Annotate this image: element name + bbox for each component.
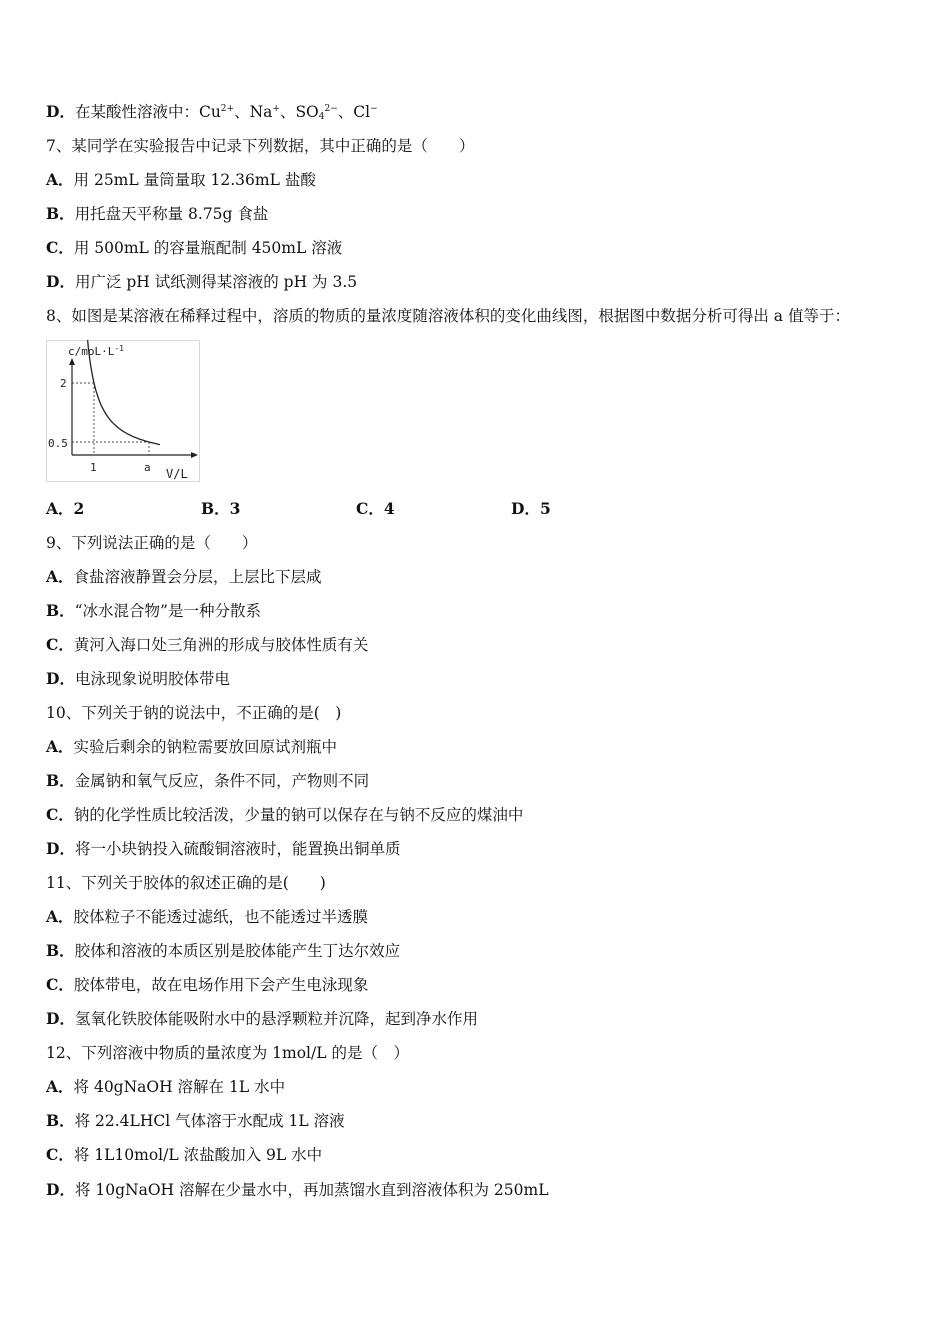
option-text: 5	[539, 499, 551, 518]
option-label: A．	[46, 737, 74, 756]
concentration-volume-graph	[46, 340, 200, 482]
q12-option-d	[46, 1180, 548, 1200]
q7-option-d	[46, 272, 357, 292]
q9-option-b	[46, 601, 261, 621]
q7-option-a	[46, 170, 316, 190]
charge: −	[370, 104, 378, 114]
q9-option-c	[46, 635, 368, 655]
q10-option-d	[46, 839, 400, 859]
option-text: 钠的化学性质比较活泼，少量的钠可以保存在与钠不反应的煤油中	[73, 806, 524, 824]
charge: +	[272, 104, 280, 114]
option-label: C．	[46, 238, 74, 257]
option-text: 、Na	[234, 103, 273, 121]
option-label: D．	[46, 102, 75, 121]
option-label: A．	[46, 567, 74, 586]
graph-svg	[46, 340, 200, 482]
option-text: 将一小块钠投入硫酸铜溶液时，能置换出铜单质	[74, 840, 401, 858]
q11-option-a	[46, 907, 368, 927]
q11-option-b	[46, 941, 400, 961]
question-stem: 12、下列溶液中物质的量浓度为 1mol/L 的是（ ）	[46, 1044, 409, 1062]
option-text: 氢氧化铁胶体能吸附水中的悬浮颗粒并沉降，起到净水作用	[74, 1010, 478, 1028]
question-stem: 7、某同学在实验报告中记录下列数据，其中正确的是（ ）	[46, 137, 475, 155]
option-label: B．	[46, 204, 75, 223]
option-text: 将 40gNaOH 溶解在 1L 水中	[73, 1078, 286, 1096]
option-label: C．	[46, 635, 74, 654]
y-tick-label-2: 2	[60, 377, 67, 390]
option-label: C．	[46, 1145, 74, 1164]
option-label: C．	[356, 499, 384, 518]
y-tick-label-0.5: 0.5	[48, 437, 68, 450]
x-axis-label: V/L	[166, 467, 188, 481]
option-label: D．	[46, 669, 75, 688]
option-label: B．	[46, 771, 75, 790]
q11-option-d	[46, 1009, 478, 1029]
question-stem: 8、如图是某溶液在稀释过程中，溶质的物质的量浓度随溶液体积的变化曲线图，根据图中数据分析可得出 a 值等于：	[46, 307, 850, 325]
option-label: C．	[46, 805, 74, 824]
option-label: A．	[46, 1077, 74, 1096]
option-text: 3	[229, 499, 241, 518]
option-text: 胶体和溶液的本质区别是胶体能产生丁达尔效应	[74, 942, 401, 960]
option-text: 将 10gNaOH 溶解在少量水中，再加蒸馏水直到溶液体积为 250mL	[74, 1181, 549, 1199]
q7-option-b	[46, 204, 268, 224]
option-text: 将 22.4LHCl 气体溶于水配成 1L 溶液	[74, 1112, 345, 1130]
q10-option-b	[46, 771, 369, 791]
option-label: B．	[46, 1111, 75, 1130]
option-text: 胶体带电，故在电场作用下会产生电泳现象	[73, 976, 369, 994]
option-label: D．	[46, 1009, 75, 1028]
q8-options-row	[46, 499, 666, 519]
option-label: C．	[46, 975, 74, 994]
option-text: 胶体粒子不能透过滤纸，也不能透过半透膜	[73, 908, 369, 926]
option-text: 金属钠和氧气反应，条件不同，产物则不同	[74, 772, 370, 790]
graph-frame	[47, 341, 200, 482]
option-label: D．	[46, 1180, 75, 1199]
subscript: 4	[318, 112, 325, 122]
q7-option-c	[46, 238, 342, 258]
option-label: B．	[201, 499, 230, 518]
option-text: 电泳现象说明胶体带电	[74, 670, 230, 688]
option-text: “冰水混合物”是一种分散系	[74, 602, 261, 620]
option-text: 在某酸性溶液中：Cu	[74, 103, 221, 121]
q8-option-a	[46, 499, 201, 519]
q9-option-a	[46, 567, 322, 587]
option-text: 用托盘天平称量 8.75g 食盐	[74, 205, 269, 223]
charge: 2−	[324, 104, 338, 114]
option-text: 用 25mL 量筒量取 12.36mL 盐酸	[73, 171, 316, 189]
option-text: 、SO	[279, 103, 319, 121]
question-stem: 10、下列关于钠的说法中，不正确的是( )	[46, 704, 342, 722]
y-axis-label: $c/moL\cdot L^{-1}$	[68, 344, 124, 358]
option-text: 用 500mL 的容量瓶配制 450mL 溶液	[73, 239, 343, 257]
option-text: 黄河入海口处三角洲的形成与胶体性质有关	[73, 636, 369, 654]
question-stem: 9、下列说法正确的是（ ）	[46, 534, 258, 552]
option-label: D．	[46, 839, 75, 858]
q8-option-d	[511, 499, 666, 519]
q8-option-b	[201, 499, 356, 519]
option-label: A．	[46, 499, 74, 518]
option-text: 将 1L10mol/L 浓盐酸加入 9L 水中	[73, 1146, 323, 1164]
option-label: D．	[511, 499, 540, 518]
option-label: B．	[46, 601, 75, 620]
q12-option-a	[46, 1077, 285, 1097]
question-stem: 11、下列关于胶体的叙述正确的是( )	[46, 874, 326, 892]
x-tick-label-1: 1	[90, 461, 97, 474]
option-text: 食盐溶液静置会分层，上层比下层咸	[73, 568, 322, 586]
option-text: 、Cl	[337, 103, 371, 121]
option-label: A．	[46, 170, 74, 189]
option-text: 实验后剩余的钠粒需要放回原试剂瓶中	[73, 738, 338, 756]
q10-option-c	[46, 805, 523, 825]
option-text: 4	[383, 499, 395, 518]
q12-option-c	[46, 1145, 322, 1165]
option-text: 2	[73, 499, 85, 518]
q11-option-c	[46, 975, 368, 995]
option-label: A．	[46, 907, 74, 926]
q6-option-d	[46, 102, 378, 122]
option-label: D．	[46, 272, 75, 291]
option-label: B．	[46, 941, 75, 960]
q9-option-d	[46, 669, 230, 689]
q12-option-b	[46, 1111, 345, 1131]
x-tick-label-a: a	[144, 461, 151, 474]
charge: 2+	[220, 104, 235, 114]
option-text: 用广泛 pH 试纸测得某溶液的 pH 为 3.5	[74, 273, 358, 291]
q10-option-a	[46, 737, 337, 757]
q8-option-c	[356, 499, 511, 519]
